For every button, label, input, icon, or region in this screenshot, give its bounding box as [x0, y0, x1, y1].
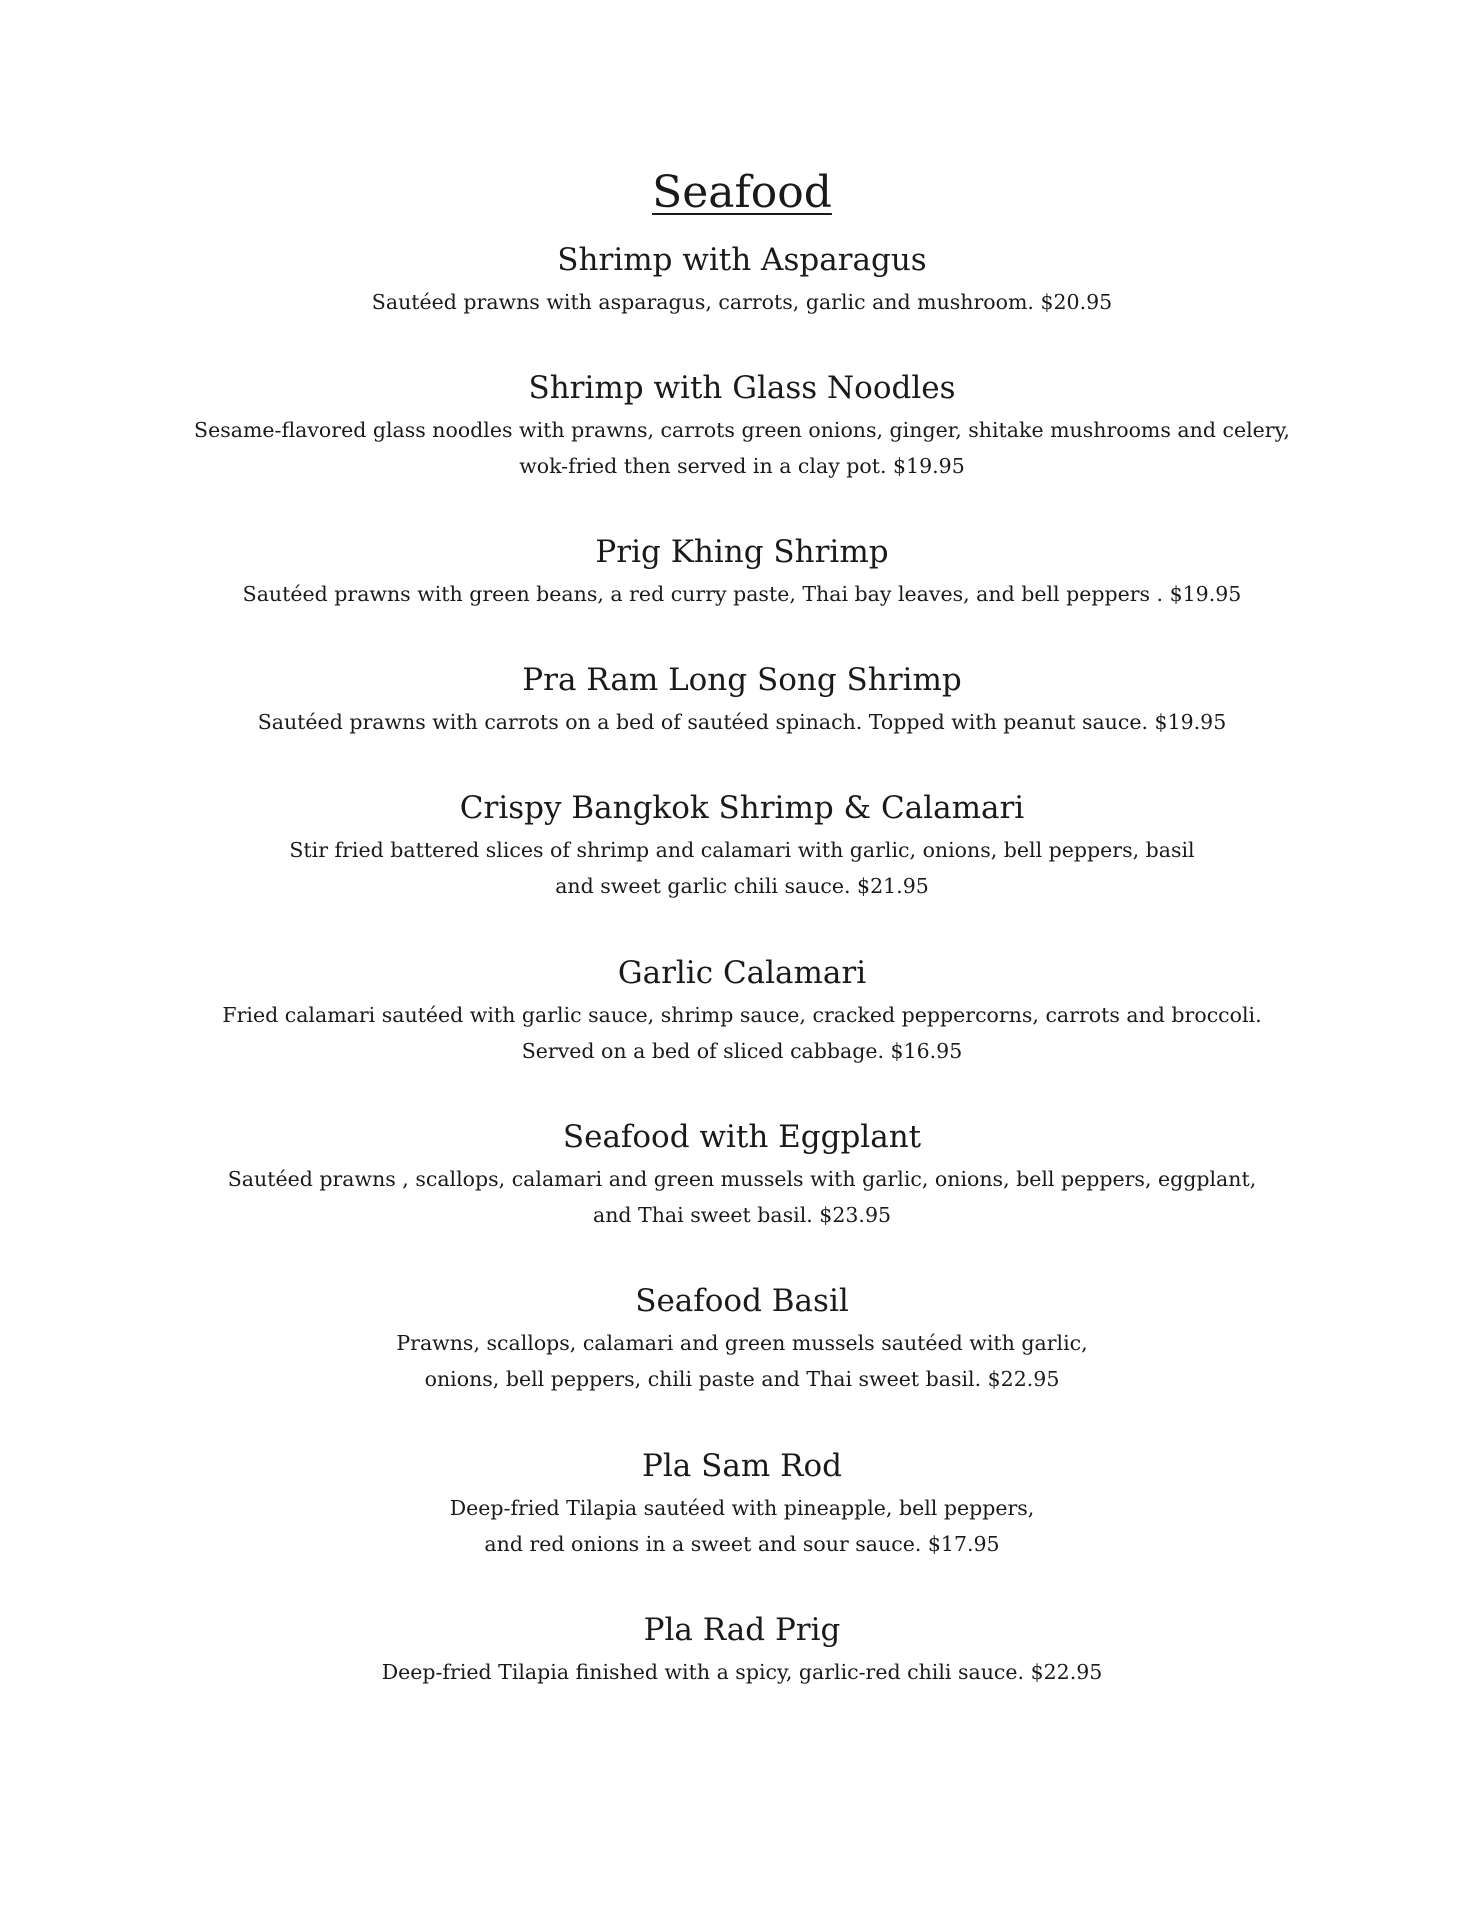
menu-item-description-line: Sautéed prawns with carrots on a bed of sautéed spinach. Topped with peanut sauce. $19.95 [257, 710, 1227, 734]
menu-item-description-line: Prawns, scallops, calamari and green mussels sautéed with garlic, [396, 1331, 1088, 1355]
menu-item-name: Seafood with Eggplant [562, 1119, 922, 1155]
menu-item [0, 788, 1484, 904]
menu-item-description-line: Sesame-flavored glass noodles with prawns, carrots green onions, ginger, shitake mushrooms and celery, [194, 418, 1290, 442]
menu-item [0, 953, 1484, 1069]
menu-item-description [0, 1325, 1484, 1397]
menu-item-description [0, 832, 1484, 904]
menu-item [0, 240, 1484, 320]
menu-item-description [0, 1490, 1484, 1562]
menu-item [0, 1610, 1484, 1690]
menu-item-description-line: Sautéed prawns , scallops, calamari and green mussels with garlic, onions, bell peppers, eggplant, [227, 1167, 1257, 1191]
menu-item-description [0, 1161, 1484, 1233]
menu-item-description [0, 997, 1484, 1069]
menu-item-description-line: wok-fried then served in a clay pot. $19.95 [519, 454, 965, 478]
menu-item-description-line: and Thai sweet basil. $23.95 [592, 1203, 892, 1227]
menu-item-name: Crispy Bangkok Shrimp & Calamari [459, 790, 1025, 826]
menu-item-name: Garlic Calamari [617, 955, 867, 991]
menu-item-description [0, 576, 1484, 612]
menu-item-description [0, 1654, 1484, 1690]
menu-item-description-line: and sweet garlic chili sauce. $21.95 [555, 874, 929, 898]
menu-item-description-line: onions, bell peppers, chili paste and Thai sweet basil. $22.95 [424, 1367, 1060, 1391]
menu-item-name: Shrimp with Glass Noodles [528, 370, 956, 406]
menu-item-description [0, 704, 1484, 740]
menu-item-name: Seafood Basil [635, 1283, 849, 1319]
menu-item [0, 368, 1484, 484]
menu-item [0, 1446, 1484, 1562]
menu-item [0, 1117, 1484, 1233]
menu-item-description-line: Sautéed prawns with green beans, a red curry paste, Thai bay leaves, and bell peppers . $19.95 [242, 582, 1242, 606]
menu-item-description-line: Deep-fried Tilapia sautéed with pineapple, bell peppers, [449, 1496, 1035, 1520]
menu-item-name: Shrimp with Asparagus [557, 242, 927, 278]
menu-item-description-line: and red onions in a sweet and sour sauce. $17.95 [484, 1532, 1000, 1556]
menu-item-name: Pla Sam Rod [642, 1448, 842, 1484]
menu-item-name: Pla Rad Prig [643, 1612, 841, 1648]
menu-item-description [0, 284, 1484, 320]
menu-item-name: Prig Khing Shrimp [595, 534, 889, 570]
menu-item-description-line: Sautéed prawns with asparagus, carrots, garlic and mushroom. $20.95 [371, 290, 1113, 314]
menu-item-description-line: Served on a bed of sliced cabbage. $16.95 [521, 1039, 963, 1063]
menu-item-description-line: Fried calamari sautéed with garlic sauce, shrimp sauce, cracked peppercorns, carrots and broccoli. [222, 1003, 1262, 1027]
menu-item [0, 1281, 1484, 1397]
menu-item-description-line: Deep-fried Tilapia finished with a spicy, garlic-red chili sauce. $22.95 [381, 1660, 1103, 1684]
menu-item [0, 660, 1484, 740]
menu-item-name: Pra Ram Long Song Shrimp [522, 662, 962, 698]
menu-item-description-line: Stir fried battered slices of shrimp and calamari with garlic, onions, bell peppers, basil [289, 838, 1195, 862]
menu-section-title: Seafood [652, 167, 832, 218]
menu-item [0, 532, 1484, 612]
menu-item-description [0, 412, 1484, 484]
